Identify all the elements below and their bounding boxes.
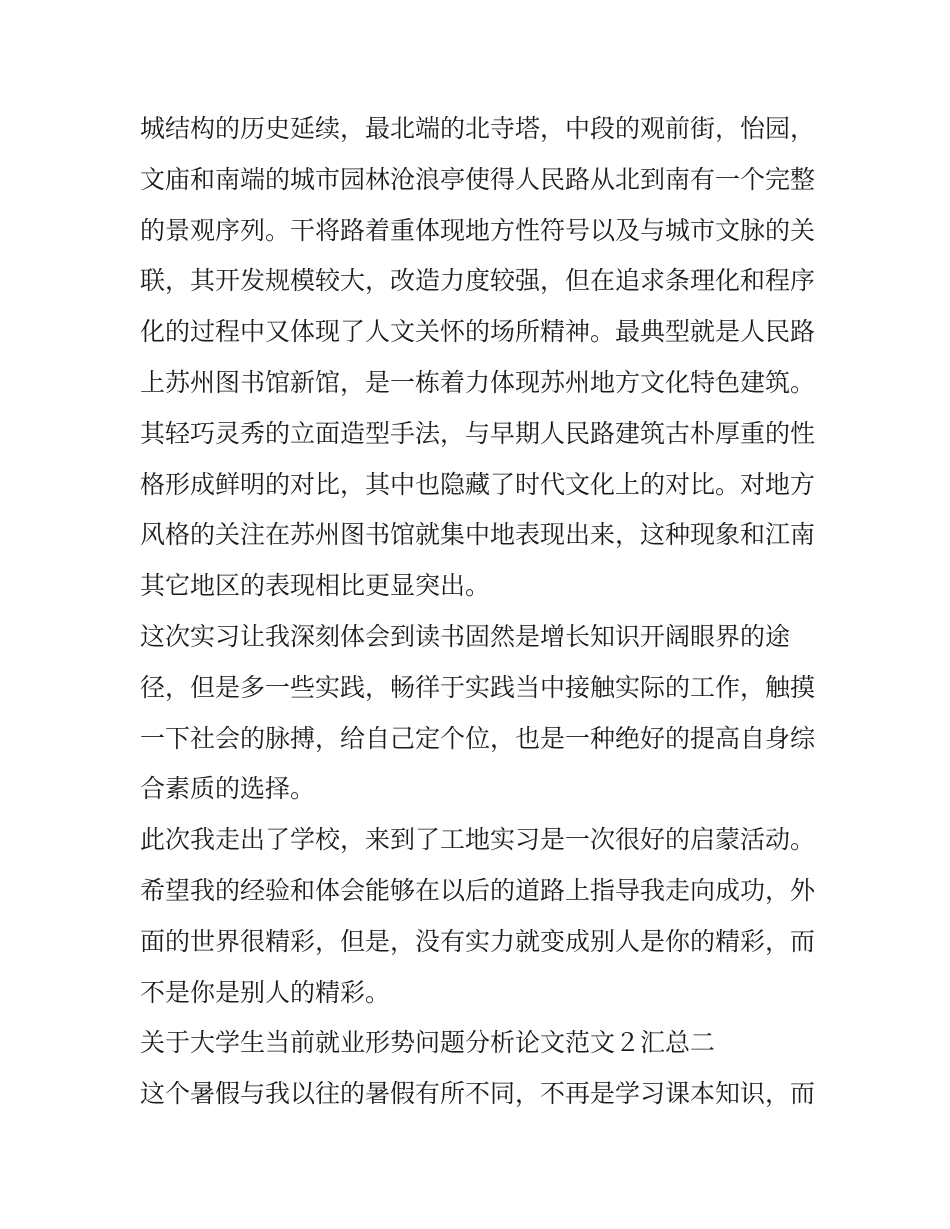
text-line: 文庙和南端的城市园林沧浪亭使得人民路从北到南有一个完整	[140, 164, 816, 194]
text-line: 的景观序列。干将路着重体现地方性符号以及与城市文脉的关	[140, 215, 816, 245]
text-line: 不是你是别人的精彩。	[140, 977, 391, 1007]
text-line: 面的世界很精彩，但是，没有实力就变成别人是你的精彩，而	[140, 926, 816, 956]
text-line: 径，但是多一些实践，畅徉于实践当中接触实际的工作，触摸	[140, 672, 816, 702]
text-line: 这个暑假与我以往的暑假有所不同，不再是学习课本知识，而	[140, 1079, 816, 1109]
section-heading: 关于大学生当前就业形势问题分析论文范文２汇总二	[140, 1028, 716, 1058]
text-line: 希望我的经验和体会能够在以后的道路上指导我走向成功，外	[140, 875, 816, 905]
text-line: 此次我走出了学校，来到了工地实习是一次很好的启蒙活动。	[140, 825, 816, 855]
text-line: 合素质的选择。	[140, 774, 316, 804]
text-line: 其它地区的表现相比更显突出。	[140, 571, 491, 601]
text-line: 上苏州图书馆新馆，是一栋着力体现苏州地方文化特色建筑。	[140, 367, 816, 397]
text-line: 一下社会的脉搏，给自己定个位，也是一种绝好的提高自身综	[140, 723, 816, 753]
text-line: 风格的关注在苏州图书馆就集中地表现出来，这种现象和江南	[140, 520, 816, 550]
text-line: 化的过程中又体现了人文关怀的场所精神。最典型就是人民路	[140, 317, 816, 347]
text-line: 这次实习让我深刻体会到读书固然是增长知识开阔眼界的途	[140, 621, 791, 651]
text-line: 格形成鲜明的对比，其中也隐藏了时代文化上的对比。对地方	[140, 469, 816, 499]
text-line: 城结构的历史延续，最北端的北寺塔，中段的观前街，怡园，	[140, 114, 816, 143]
document-body	[140, 104, 820, 1120]
text-line: 其轻巧灵秀的立面造型手法，与早期人民路建筑古朴厚重的性	[140, 418, 816, 448]
text-line: 联，其开发规模较大，改造力度较强，但在追求条理化和程序	[140, 266, 816, 296]
